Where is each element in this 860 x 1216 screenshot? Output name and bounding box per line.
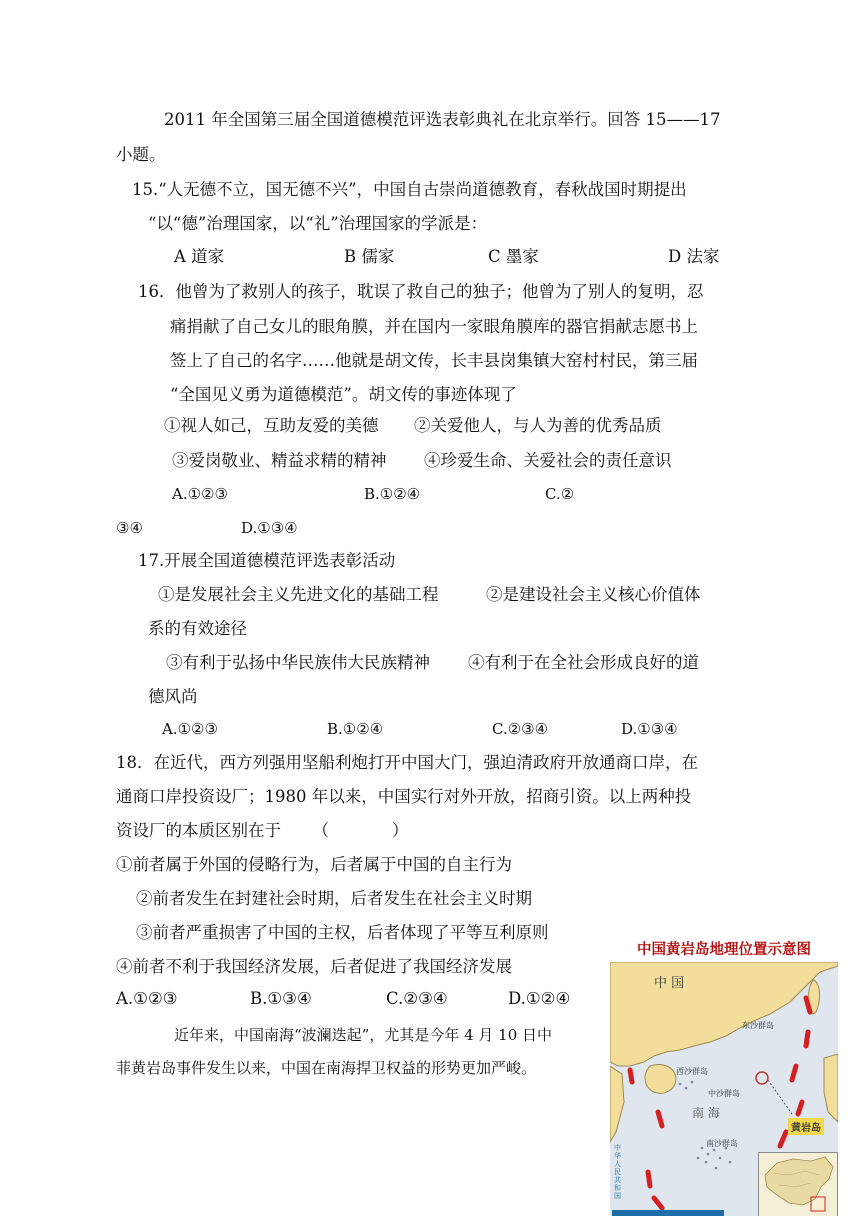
hainan-island (645, 1065, 676, 1094)
q16-stem-4: “全国见义勇为道德模范”。胡文传的事迹体现了 (170, 385, 517, 404)
q16-option-a: A.①②③ (172, 485, 228, 503)
q15-option-a: A 道家 (174, 247, 225, 266)
q15-option-c: C 墨家 (488, 247, 539, 266)
q16-stem-3: 签上了自己的名字……他就是胡文传，长丰县岗集镇大窑村村民，第三届 (170, 351, 698, 370)
q17-item-3: ③有利于弘扬中华民族伟大民族精神 (166, 653, 430, 672)
inset-drawing (759, 1153, 837, 1216)
map-title: 中国黄岩岛地理位置示意图 (608, 940, 840, 960)
map-side-note: 中华人民共和国 (614, 1144, 621, 1200)
q17-item-1: ①是发展社会主义先进文化的基础工程 (158, 585, 439, 604)
q18-item-3: ③前者严重损害了中国的主权，后者体现了平等互利原则 (136, 923, 549, 942)
china-inset-map (758, 1152, 838, 1216)
q17-item-4a: ④有利于在全社会形成良好的道 (468, 653, 699, 672)
passage-line-2: 菲黄岩岛事件发生以来，中国在南海捍卫权益的形势更加严峻。 (116, 1059, 537, 1077)
q16-option-d: D.①③④ (241, 519, 298, 537)
q18-stem-2: 通商口岸投资设厂；1980 年以来，中国实行对外开放，招商引资。以上两种投 (116, 787, 692, 806)
q17-option-b: B.①②④ (327, 720, 384, 738)
intro-line-2: 小题。 (116, 145, 166, 164)
q16-option-b: B.①②④ (364, 485, 421, 503)
map-bottom-strip (612, 1210, 724, 1216)
vietnam-coast (610, 1066, 624, 1142)
q17-item-4b: 德风尚 (148, 687, 198, 706)
q18-option-d: D.①②④ (508, 989, 571, 1008)
q17-item-2a: ②是建设社会主义核心价值体 (486, 585, 701, 604)
xisha-islands-dots (679, 1081, 694, 1090)
q17-option-c: C.②③④ (492, 720, 549, 738)
q16-item-1: ①视人如己，互助友爱的美德 (164, 416, 379, 435)
q16-option-c-part-1: C.② (545, 485, 575, 503)
q16-stem-2: 痛捐献了自己女儿的眼角膜，并在国内一家眼角膜库的器官捐献志愿书上 (170, 317, 698, 336)
q15-option-d: D 法家 (668, 247, 720, 266)
q16-item-4: ④珍爱生命、关爱社会的责任意识 (424, 451, 672, 470)
q16-item-2: ②关爱他人，与人为善的优秀品质 (414, 416, 662, 435)
q15-stem-2: “以“德”治理国家，以“礼”治理国家的学派是： (148, 214, 488, 233)
huangyan-island-map (608, 940, 840, 1216)
q18-stem-1: 18．在近代，西方列强用坚船利炮打开中国大门，强迫清政府开放通商口岸，在 (116, 753, 698, 772)
map-label-sea: 南 海 (692, 1106, 720, 1120)
mainland-shape (610, 962, 838, 1066)
q18-stem-3: 资设厂的本质区别在于 （ ） (116, 821, 409, 840)
map-label-xisha: 西沙群岛 (676, 1067, 708, 1076)
map-label-zhongsha: 中沙群岛 (708, 1089, 740, 1098)
q18-item-1: ①前者属于外国的侵略行为，后者属于中国的自主行为 (116, 855, 512, 874)
intro-line-1: 2011 年全国第三届全国道德模范评选表彰典礼在北京举行。回答 15——17 (164, 110, 721, 129)
q17-option-a: A.①②③ (162, 720, 218, 738)
q18-item-2: ②前者发生在封建社会时期，后者发生在社会主义时期 (136, 889, 532, 908)
philippines-shape (824, 1054, 838, 1122)
map-label-huangyan: 黄岩岛 (788, 1118, 824, 1135)
map-label-nansha: 南沙群岛 (706, 1139, 738, 1148)
q15-stem-1: 15.“人无德不立，国无德不兴”，中国自古崇尚道德教育，春秋战国时期提出 (132, 180, 687, 199)
map-label-china: 中 国 (654, 976, 685, 991)
map-label-dongsha: 东沙群岛 (742, 1021, 774, 1030)
q18-option-b: B.①③④ (250, 989, 312, 1008)
map-body (610, 962, 838, 1216)
q18-option-c: C.②③④ (386, 989, 448, 1008)
q16-item-3: ③爱岗敬业、精益求精的精神 (172, 451, 387, 470)
huangyan-marker (756, 1072, 768, 1084)
passage-line-1: 近年来，中国南海“波澜迭起”，尤其是今年 4 月 10 日中 (174, 1026, 553, 1044)
q16-stem-1: 16．他曾为了救别人的孩子，耽误了救自己的独子；他曾为了别人的复明，忍 (138, 282, 704, 301)
q17-stem: 17.开展全国道德模范评选表彰活动 (138, 551, 396, 570)
q17-item-2b: 系的有效途径 (148, 619, 247, 638)
q17-option-d: D.①③④ (621, 720, 678, 738)
nansha-islands-dots (697, 1147, 732, 1170)
q18-item-4: ④前者不利于我国经济发展，后者促进了我国经济发展 (116, 957, 512, 976)
q15-option-b: B 儒家 (344, 247, 395, 266)
q16-option-c-part-2: ③④ (116, 519, 143, 537)
q18-option-a: A.①②③ (116, 989, 178, 1008)
